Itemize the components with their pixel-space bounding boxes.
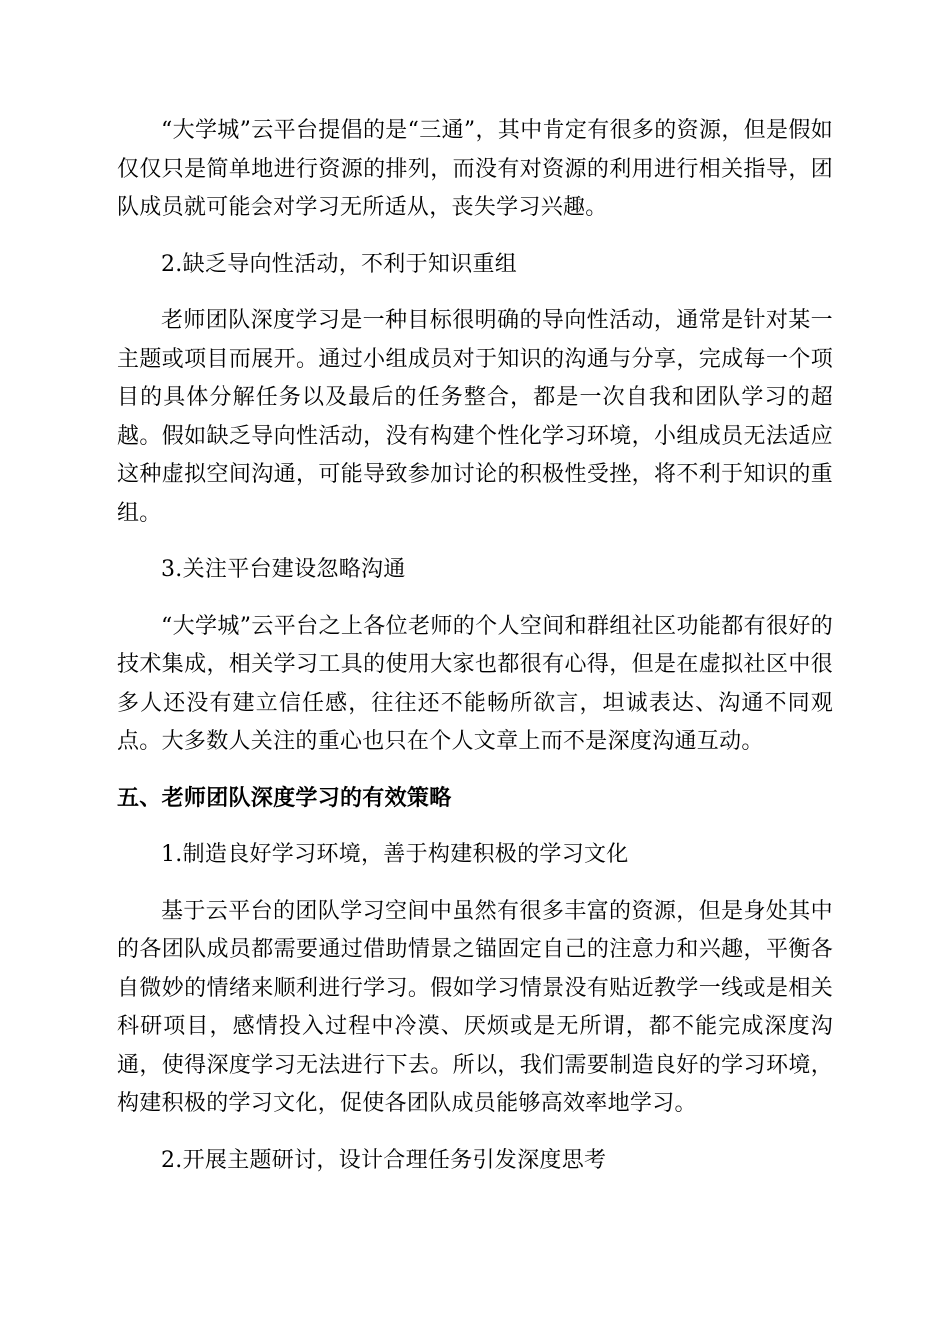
spacer [117,228,833,246]
spacer [117,533,833,551]
spacer [117,875,833,893]
spacer [117,762,833,780]
paragraph-resources: “大学城”云平台提倡的是“三通”，其中肯定有很多的资源，但是假如仅仅只是简单地进行资源的排列，而没有对资源的利用进行相关指导，团队成员就可能会对学习无所适从，丧失学习兴趣。 [117,118,833,220]
spacer [117,818,833,836]
paragraph-trust: “大学城”云平台之上各位老师的个人空间和群组社区功能都有很好的技术集成，相关学习工具的使用大家也都很有心得，但是在虚拟社区中很多人还没有建立信任感，往往还不能畅所欲言，坦诚表达、沟通不同观点。大多数人关注的重心也只在个人文章上而不是深度沟通互动。 [117,613,833,754]
paragraph-guided-activity: 老师团队深度学习是一种目标很明确的导向性活动，通常是针对某一主题或项目而展开。通过小组成员对于知识的沟通与分享，完成每一个项目的具体分解任务以及最后的任务整合，都是一次自我和团队学习的超越。假如缺乏导向性活动，没有构建个性化学习环境，小组成员无法适应这种虚拟空间沟通，可能导致参加讨论的积极性受挫，将不利于知识的重组。 [117,308,833,526]
spacer [117,590,833,608]
subheading-lack-guidance: 2.缺乏导向性活动，不利于知识重组 [161,251,518,277]
paragraph-learning-culture: 基于云平台的团队学习空间中虽然有很多丰富的资源，但是身处其中的各团队成员都需要通过借助情景之锚固定自己的注意力和兴趣，平衡各自微妙的情绪来顺利进行学习。假如学习情景没有贴近教学一线或是相关科研项目，感情投入过程中冷漠、厌烦或是无所谓，都不能完成深度沟通，使得深度学习无法进行下去。所以，我们需要制造良好的学习环境，构建积极的学习文化，促使各团队成员能够高效率地学习。 [117,898,833,1116]
spacer [117,284,833,302]
subheading-theme-discussion: 2.开展主题研讨，设计合理任务引发深度思考 [161,1147,607,1173]
section-heading-strategies: 五、老师团队深度学习的有效策略 [117,785,452,811]
subheading-learning-environment: 1.制造良好学习环境，善于构建积极的学习文化 [161,842,629,867]
document-body [117,112,833,1180]
subheading-platform-communication: 3.关注平台建设忽略沟通 [161,557,406,582]
spacer [117,1124,833,1142]
